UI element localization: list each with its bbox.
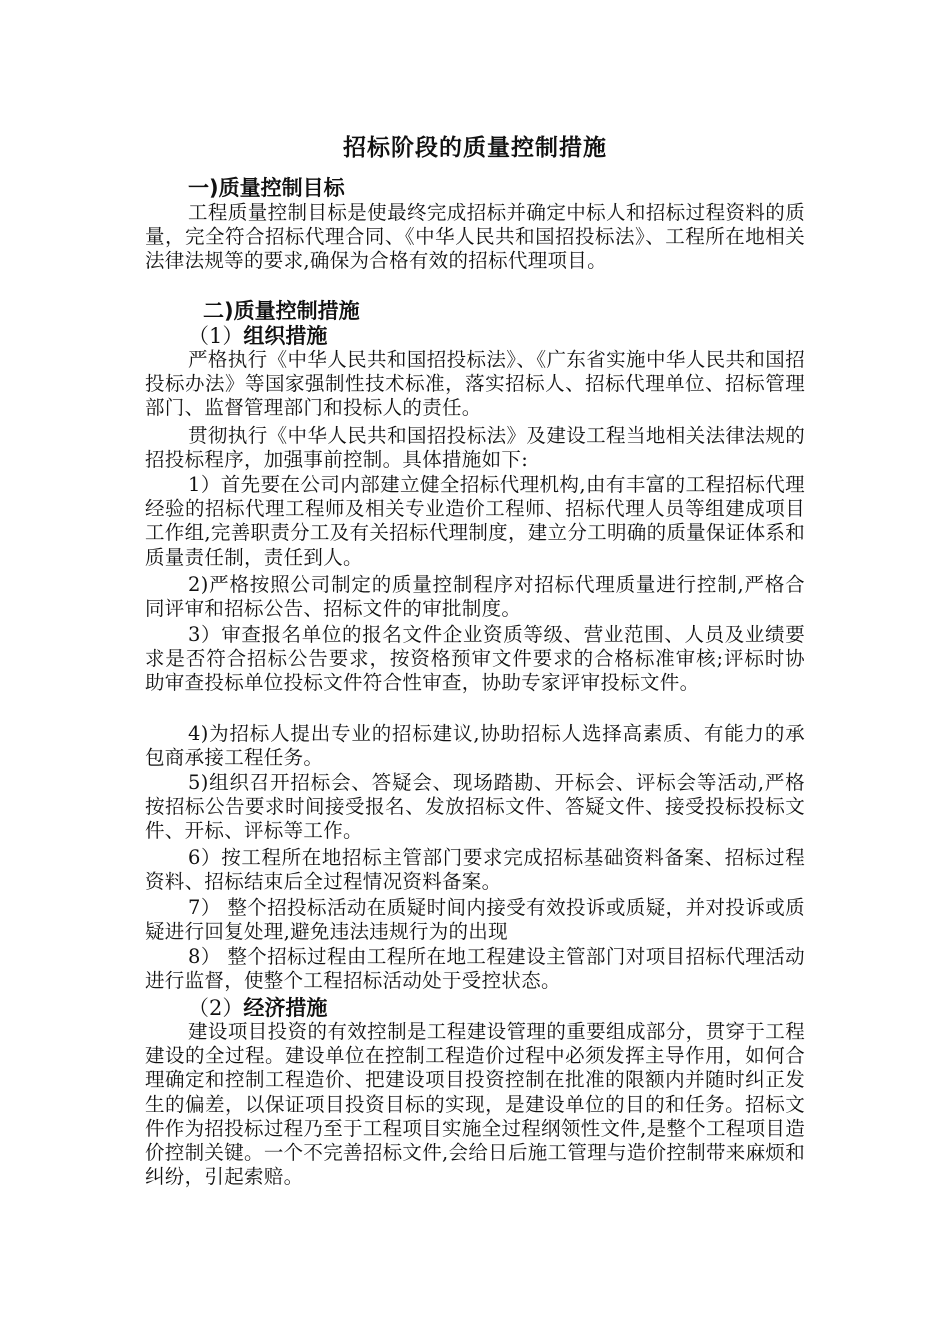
section-heading-quality-measures: 二)质量控制措施 bbox=[203, 299, 360, 323]
paragraph-investment-control: 建设项目投资的有效控制是工程建设管理的重要组成部分，贯穿于工程建设的全过程。建设单位在控制工程造价过程中必须发挥主导作用，如何合理确定和控制工程造价、把建设项目投资控制在批准的限额内并随时纠正发生的偏差，以保证项目投资目标的实现，是建设单位的目的和任务。招标文件作为招投标过程乃至于工程项目实施全过程纲领性文件,是整个工程项目造价控制关键。一个不完善招标文件,会给日后施工管理与造价控制带来麻烦和纠纷，引起索赔。 bbox=[145, 1020, 805, 1189]
subsection-number: （1） bbox=[188, 324, 244, 348]
list-item-3: 3）审查报名单位的报名文件企业资质等级、营业范围、人员及业绩要求是否符合招标公告要求，按资格预审文件要求的合格标准审核;评标时协助审查投标单位投标文件符合性审查，协助专家评审投标文件。 bbox=[145, 623, 805, 695]
list-item-6: 6）按工程所在地招标主管部门要求完成招标基础资料备案、招标过程资料、招标结束后全过程情况资料备案。 bbox=[145, 846, 805, 894]
subsection-title: 经济措施 bbox=[243, 996, 328, 1020]
subsection-heading-economic bbox=[188, 995, 327, 1021]
list-item-8: 8） 整个招标过程由工程所在地工程建设主管部门对项目招标代理活动进行监督，使整个工程招标活动处于受控状态。 bbox=[145, 945, 805, 993]
paragraph-implement-procedures: 贯彻执行《中华人民共和国招投标法》及建设工程当地相关法律法规的招投标程序，加强事前控制。具体措施如下: bbox=[145, 424, 805, 472]
list-item-1: 1）首先要在公司内部建立健全招标代理机构,由有丰富的工程招标代理经验的招标代理工程师及相关专业造价工程师、招标代理人员等组建成项目工作组,完善职责分工及有关招标代理制度，建立分工明确的质量保证体系和质量责任制，责任到人。 bbox=[145, 473, 805, 569]
subsection-number: （2） bbox=[188, 996, 244, 1020]
page-title: 招标阶段的质量控制措施 bbox=[343, 135, 607, 161]
subsection-title: 组织措施 bbox=[243, 324, 328, 348]
list-item-2: 2)严格按照公司制定的质量控制程序对招标代理质量进行控制,严格合同评审和招标公告、招标文件的审批制度。 bbox=[145, 573, 805, 621]
list-item-5: 5)组织召开招标会、答疑会、现场踏勘、开标会、评标会等活动,严格按招标公告要求时间接受报名、发放招标文件、答疑文件、接受投标投标文件、开标、评标等工作。 bbox=[145, 771, 805, 843]
subsection-heading-organization bbox=[188, 323, 327, 349]
paragraph-quality-goal: 工程质量控制目标是使最终完成招标并确定中标人和招标过程资料的质量，完全符合招标代理合同、《中华人民共和国招投标法》、工程所在地相关法律法规等的要求,确保为合格有效的招标代理项目。 bbox=[145, 201, 805, 273]
paragraph-strict-execution: 严格执行《中华人民共和国招投标法》、《广东省实施中华人民共和国招投标办法》等国家强制性技术标准，落实招标人、招标代理单位、招标管理部门、监督管理部门和投标人的责任。 bbox=[145, 348, 805, 420]
list-item-4: 4)为招标人提出专业的招标建议,协助招标人选择高素质、有能力的承包商承接工程任务。 bbox=[145, 722, 805, 770]
section-heading-quality-goal: 一)质量控制目标 bbox=[188, 176, 345, 200]
list-item-7: 7） 整个招投标活动在质疑时间内接受有效投诉或质疑，并对投诉或质疑进行回复处理,避免违法违规行为的出现 bbox=[145, 896, 805, 944]
